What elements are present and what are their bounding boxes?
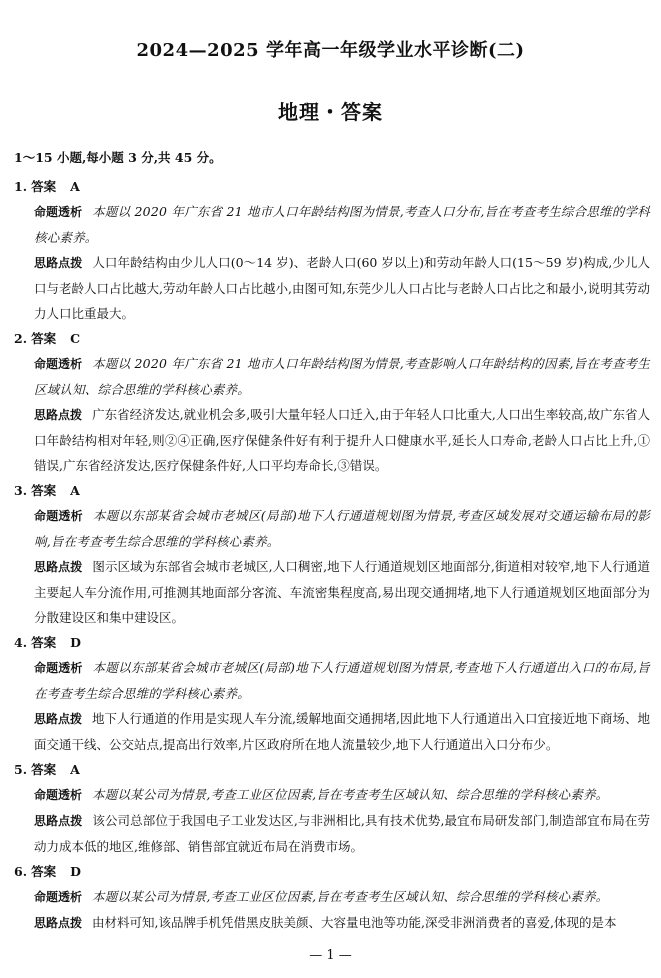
page-subtitle: 地理・答案	[278, 100, 383, 124]
hint-label: 思路点拨	[34, 712, 83, 726]
analysis-text: 本题以某公司为情景,考查工业区位因素,旨在考查考生区域认知、综合思维的学科核心素养。	[92, 787, 609, 802]
answer-letter: D	[70, 635, 81, 650]
hint-label: 思路点拨	[34, 916, 83, 930]
analysis-paragraph	[14, 655, 650, 706]
answer-line	[14, 326, 650, 351]
analysis-label: 命题透析	[34, 205, 83, 219]
question-number: 1.	[14, 179, 28, 194]
analysis-paragraph	[14, 199, 650, 250]
answer-item	[14, 326, 650, 478]
hint-paragraph	[14, 706, 650, 757]
analysis-label: 命题透析	[34, 890, 83, 904]
analysis-paragraph	[14, 503, 650, 554]
answer-letter: A	[70, 483, 80, 498]
answer-item	[14, 757, 650, 859]
answer-letter: A	[70, 179, 80, 194]
hint-text: 该公司总部位于我国电子工业发达区,与非洲相比,具有技术优势,最宜布局研发部门,制造部宜布局在劳动力成本低的地区,维修部、销售部宜就近布局在消费市场。	[34, 813, 650, 854]
hint-paragraph	[14, 808, 650, 859]
analysis-text: 本题以东部某省会城市老城区(局部)地下人行通道规划图为情景,考查地下人行通道出入口的布局,旨在考查考生综合思维的学科核心素养。	[34, 660, 650, 701]
hint-text: 广东省经济发达,就业机会多,吸引大量年轻人口迁入,由于年轻人口比重大,人口出生率较高,故广东省人口年龄结构相对年轻,则②④正确,医疗保健条件好有利于提升人口健康水平,延长人口寿命,老龄人口占比上升,①错误,广东省经济发达,医疗保健条件好,人口平均寿命长,③错误。	[34, 407, 650, 473]
answer-label: 答案	[31, 635, 57, 650]
hint-text: 人口年龄结构由少儿人口(0～14 岁)、老龄人口(60 岁以上)和劳动年龄人口(15～59 岁)构成,少儿人口与老龄人口占比越大,劳动年龄人口占比越小,由图可知,东莞少儿人口占比与老龄人口占比之和最小,说明其劳动力人口比重最大。	[34, 255, 650, 321]
answer-letter: C	[70, 331, 81, 346]
question-number: 6.	[14, 864, 28, 879]
answer-label: 答案	[31, 179, 57, 194]
answer-label: 答案	[31, 864, 57, 879]
answer-item	[14, 859, 650, 936]
hint-paragraph	[14, 554, 650, 630]
hint-label: 思路点拨	[34, 408, 83, 422]
hint-paragraph	[14, 910, 650, 936]
analysis-text: 本题以 2020 年广东省 21 地市人口年龄结构图为情景,考查人口分布,旨在考查考生综合思维的学科核心素养。	[34, 204, 650, 245]
analysis-paragraph	[14, 351, 650, 402]
answer-item	[14, 478, 650, 630]
page-number: — 1 —	[309, 948, 352, 963]
page-title: 2024—2025 学年高一年级学业水平诊断(二)	[136, 40, 525, 61]
answer-label: 答案	[31, 331, 57, 346]
analysis-text: 本题以某公司为情景,考查工业区位因素,旨在考查考生区域认知、综合思维的学科核心素养。	[92, 889, 609, 904]
analysis-paragraph	[14, 782, 650, 808]
answer-list	[14, 174, 650, 936]
section-intro: 1～15 小题,每小题 3 分,共 45 分。	[14, 150, 222, 165]
analysis-text: 本题以东部某省会城市老城区(局部)地下人行通道规划图为情景,考查区域发展对交通运输布局的影响,旨在考查考生综合思维的学科核心素养。	[34, 508, 650, 549]
analysis-label: 命题透析	[34, 509, 83, 523]
question-number: 3.	[14, 483, 28, 498]
answer-line	[14, 174, 650, 199]
analysis-label: 命题透析	[34, 357, 83, 371]
analysis-label: 命题透析	[34, 788, 83, 802]
hint-label: 思路点拨	[34, 814, 83, 828]
hint-text: 地下人行通道的作用是实现人车分流,缓解地面交通拥堵,因此地下人行通道出入口宜接近地下商场、地面交通干线、公交站点,提高出行效率,片区政府所在地人流量较少,地下人行通道出入口分布少。	[34, 711, 650, 752]
hint-text: 图示区域为东部省会城市老城区,人口稠密,地下人行通道规划区地面部分,街道相对较窄,地下人行通道主要起人车分流作用,可推测其地面部分客流、车流密集程度高,易出现交通拥堵,地下人行通道规划区地面部分为分散建设区和集中建设区。	[34, 559, 650, 625]
hint-paragraph	[14, 402, 650, 478]
answer-label: 答案	[31, 483, 57, 498]
analysis-paragraph	[14, 884, 650, 910]
answer-item	[14, 630, 650, 757]
answer-line	[14, 757, 650, 782]
answer-line	[14, 859, 650, 884]
answer-item	[14, 174, 650, 326]
hint-text: 由材料可知,该品牌手机凭借黑皮肤美颜、大容量电池等功能,深受非洲消费者的喜爱,体现的是本	[92, 915, 617, 930]
answer-letter: D	[70, 864, 81, 879]
question-number: 5.	[14, 762, 28, 777]
question-number: 4.	[14, 635, 28, 650]
answer-letter: A	[70, 762, 80, 777]
question-number: 2.	[14, 331, 28, 346]
answer-label: 答案	[31, 762, 57, 777]
answer-line	[14, 478, 650, 503]
answer-line	[14, 630, 650, 655]
hint-label: 思路点拨	[34, 560, 83, 574]
hint-paragraph	[14, 250, 650, 326]
analysis-label: 命题透析	[34, 661, 83, 675]
hint-label: 思路点拨	[34, 256, 83, 270]
analysis-text: 本题以 2020 年广东省 21 地市人口年龄结构图为情景,考查影响人口年龄结构的因素,旨在考查考生区域认知、综合思维的学科核心素养。	[34, 356, 650, 397]
